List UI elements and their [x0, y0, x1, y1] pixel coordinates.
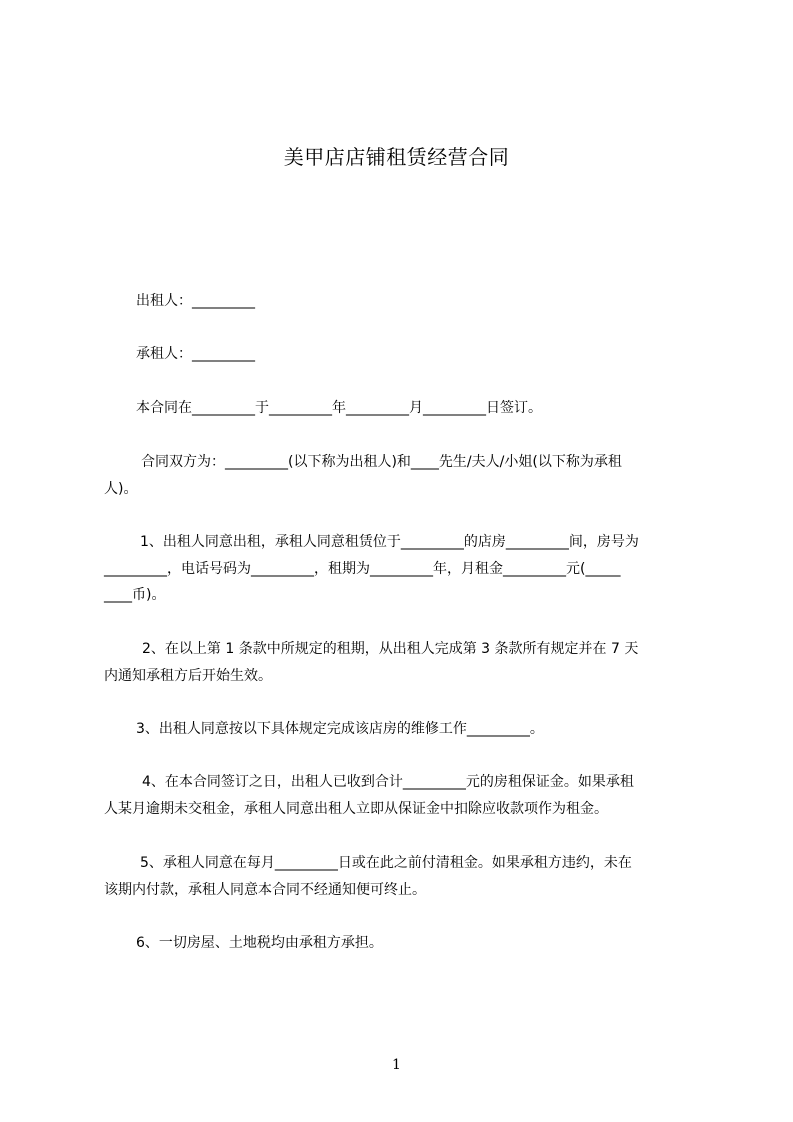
- clause-2-line-2: 内通知承租方后开始生效。: [104, 668, 272, 684]
- clause-1-line-1: 1、出租人同意出租，承租人同意租赁位于_________的店房_________间，房号为: [140, 534, 639, 550]
- clause-3-line-1: 3、出租人同意按以下具体规定完成该店房的维修工作_________。: [136, 721, 544, 737]
- lessor-line: 出租人：_________: [136, 293, 255, 309]
- clause-5-line-1: 5、承租人同意在每月_________日或在此之前付清租金。如果承租方违约，未在: [140, 855, 632, 871]
- parties-line-1: 合同双方为：_________(以下称为出租人)和____先生/夫人/小姐(以下称为承租: [141, 454, 622, 470]
- clause-4-line-2: 人某月逾期未交租金，承租人同意出租人立即从保证金中扣除应收款项作为租金。: [104, 801, 608, 817]
- clause-2-line-1: 2、在以上第 1 条款中所规定的租期，从出租人完成第 3 条款所有规定并在 7 天: [142, 641, 639, 657]
- page-number: 1: [392, 1057, 401, 1073]
- document-title: 美甲店店铺租赁经营合同: [283, 145, 510, 169]
- clause-1-line-2: _________，电话号码为_________，租期为_________年，月租金_________元(_____: [104, 561, 621, 577]
- parties-line-2: 人)。: [104, 481, 138, 497]
- lessee-line: 承租人：_________: [136, 346, 255, 362]
- clause-5-line-2: 该期内付款，承租人同意本合同不经通知便可终止。: [104, 882, 426, 898]
- clause-6-line-1: 6、一切房屋、土地税均由承租方承担。: [136, 935, 383, 951]
- signing-line: 本合同在_________于_________年_________月_________日签订。: [136, 400, 542, 416]
- clause-4-line-1: 4、在本合同签订之日，出租人已收到合计_________元的房租保证金。如果承租: [142, 774, 634, 790]
- clause-1-line-3: ____币)。: [104, 587, 166, 603]
